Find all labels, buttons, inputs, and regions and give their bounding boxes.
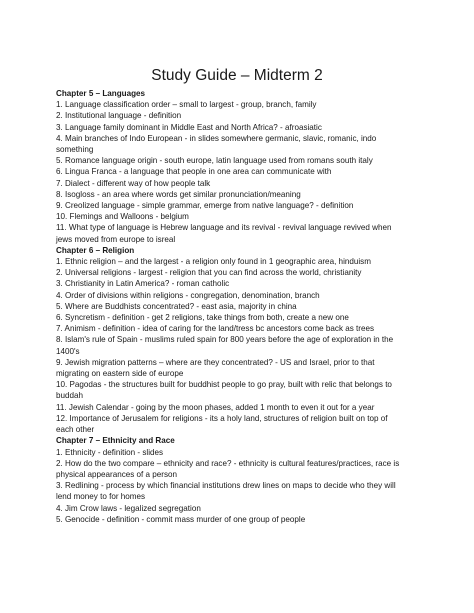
study-item-line: 9. Creolized language - simple grammar, emerge from native language? - definition [56,201,354,211]
study-item-line: 3. Redlining - process by which financial institutions drew lines on maps to decide who they will [56,481,396,491]
study-item-line: physical appearances of a person [56,469,178,479]
study-item-line: lend money to for homes [56,492,146,502]
study-item-line: 9. Jewish migration patterns – where are they concentrated? - US and Israel, prior to that [56,357,375,367]
study-item-line: 2. How do the two compare – ethnicity and race? - ethnicity is cultural features/practices, race is [56,458,400,468]
chapter-section [56,88,466,245]
study-item-line: 1. Ethnicity - definition - slides [56,447,164,457]
study-item-line: 8. Islam's rule of Spain - muslims ruled spain for 800 years before the age of exploration in the [56,335,394,345]
study-item-line: 7. Dialect - different way of how people talk [56,178,211,188]
study-item-line: 2. Institutional language - definition [56,111,182,121]
study-item-line: 4. Jim Crow laws - legalized segregation [56,503,201,513]
study-item-line: 11. What type of language is Hebrew language and its revival - revival language revived when [56,223,392,233]
chapter-heading: Chapter 6 – Religion [56,245,135,255]
chapter-heading: Chapter 7 – Ethnicity and Race [56,436,175,446]
study-item-line: 2. Universal religions - largest - religion that you can find across the world, christianity [56,268,362,278]
study-item-line: 5. Where are Buddhists concentrated? - east asia, majority in china [56,301,297,311]
study-item-line: jews moved from europe to isreal [56,234,176,244]
study-item-line: migrating on eastern side of europe [56,369,184,379]
study-item-line: 5. Romance language origin - south europe, latin language used from romans south italy [56,156,373,166]
chapter-heading: Chapter 5 – Languages [56,89,146,98]
study-item-line: 6. Lingua Franca - a language that people in one area can communicate with [56,167,332,177]
study-item-line: buddah [56,391,84,401]
study-item-line: 10. Flemings and Walloons - belgium [56,212,189,222]
study-item-line: 3. Language family dominant in Middle East and North Africa? - afroasiatic [56,122,322,132]
chapter-section [56,245,466,435]
study-item-line: 1400's [56,346,80,356]
document-body [56,88,466,525]
study-item-line: 4. Main branches of Indo European - in slides somewhere germanic, slavic, romanic, indo [56,133,377,143]
study-item-line: 8. Isogloss - an area where words get similar pronunciation/meaning [56,189,301,199]
document-title: Study Guide – Midterm 2 [151,67,323,84]
study-item-line: each other [56,425,95,435]
study-item-line: 12. Importance of Jerusalem for religions - its a holy land, structures of religion built on top of [56,413,388,423]
study-item-line: 1. Language classification order – small to largest - group, branch, family [56,100,317,110]
study-item-line: 4. Order of divisions within religions - congregation, denomination, branch [56,290,320,300]
study-item-line: 6. Syncretism - definition - get 2 religions, take things from both, create a new one [56,313,349,323]
study-item-line: 10. Pagodas - the structures built for buddhist people to go pray, built with relic that belongs to [56,380,392,390]
study-item-line: 3. Christianity in Latin America? - roman catholic [56,279,230,289]
study-item-line: 1. Ethnic religion – and the largest - a religion only found in 1 geographic area, hinduism [56,257,371,267]
study-item-line: 11. Jewish Calendar - going by the moon phases, added 1 month to even it out for a year [56,402,375,412]
chapter-section [56,435,466,525]
study-item-line: 7. Animism - definition - idea of caring for the land/tress bc ancestors come back as trees [56,324,375,334]
study-item-line: something [56,145,94,155]
study-item-line: 5. Genocide - definition - commit mass murder of one group of people [56,514,306,524]
